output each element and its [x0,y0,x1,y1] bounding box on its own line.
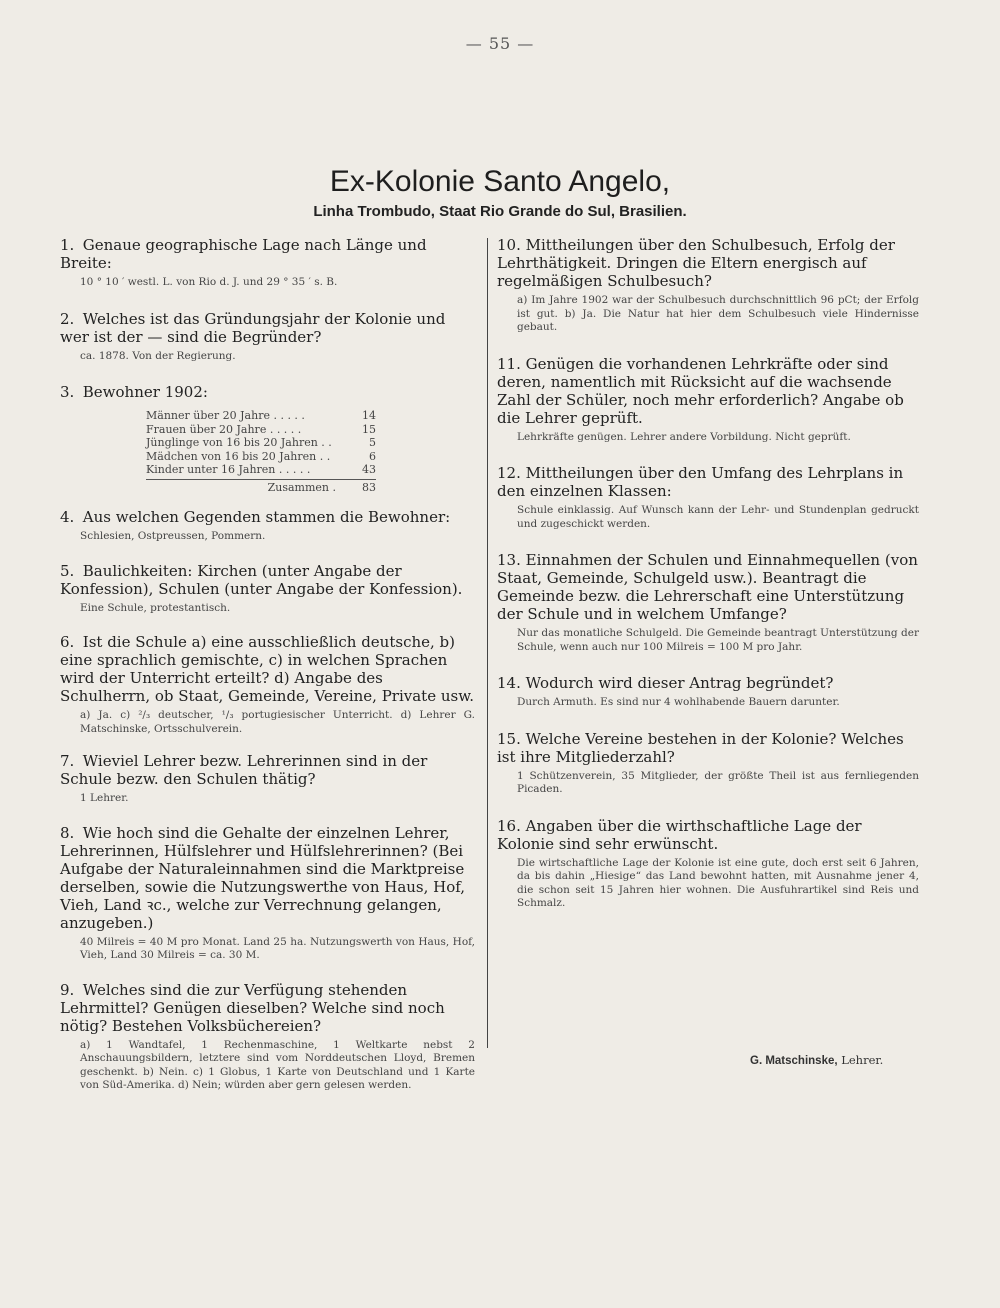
question-5 [60,562,475,616]
answer-text: 1 Lehrer. [80,792,129,804]
signature-role: Lehrer. [841,1053,884,1067]
question-number: 9. [60,980,75,999]
question-1 [60,236,475,290]
question-number: 2. [60,309,75,328]
question-text: Welche Vereine bestehen in der Kolonie? Welches ist ihre Mitgliederzahl? [497,729,904,766]
question-number: 13. [497,551,521,569]
answer-text: Die wirtschaftliche Lage der Kolonie ist eine gute, doch erst seit 6 Jahren, da bis dahin „Hiesige“ das Land bewohnt hatten, mit Ausnahme jener 4, die schon seit 15 Jahren hier wohnen. Die Ausfuhrartikel sind Reis und Schmalz. [517,856,919,909]
answer-text: a) Im Jahre 1902 war der Schulbesuch durchschnittlich 96 pCt; der Erfolg ist gut. b) Ja. Die Natur hat hier dem Schulbesuch viele Hindernisse gebaut. [517,294,919,333]
question-13 [497,551,919,654]
question-number: 12. [497,464,521,482]
population-table [146,409,376,494]
answer-text: 10 ° 10 ′ westl. L. von Rio d. J. und 29 ° 35 ′ s. B. [80,276,338,288]
population-total: Zusammen . 83 [146,479,376,495]
question-text: Welches sind die zur Verfügung stehenden Lehrmittel? Genügen dieselben? Welche sind noch nötig? Bestehen Volksbüchereien? [60,980,445,1035]
answer-text: Schlesien, Ostpreussen, Pommern. [80,530,266,542]
answer-text: ca. 1878. Von der Regierung. [80,349,236,362]
question-number: 8. [60,823,75,842]
question-number: 5. [60,561,75,580]
left-column [60,236,475,1093]
question-number: 3. [60,383,75,401]
question-text: Wieviel Lehrer bezw. Lehrerinnen sind in der Schule bezw. den Schulen thätig? [60,752,428,788]
question-2 [60,310,475,364]
question-number: 11. [497,354,521,373]
answer-text: a) 1 Wandtafel, 1 Rechenmaschine, 1 Weltkarte nebst 2 Anschauungsbildern, letztere sind vom Norddeutschen Lloyd, Bremen geschenkt. b) Nein. c) 1 Globus, 1 Karte von Deutschland und 1 Karte von Süd-Amerika. d) Nein; würden aber gern gelesen werden. [80,1038,475,1091]
question-3 [60,383,475,494]
question-text: Genaue geographische Lage nach Länge und Breite: [60,236,427,272]
question-number: 16. [497,816,521,835]
answer-text: Nur das monatliche Schulgeld. Die Gemeinde beantragt Unterstützung der Schule, wenn auch nur 100 Milreis = 100 M pro Jahr. [517,627,919,653]
document-title: Ex-Kolonie Santo Angelo, [329,165,671,198]
question-text: Angaben über die wirthschaftliche Lage der Kolonie sind sehr erwünscht. [497,816,862,853]
question-number: 7. [60,752,75,770]
right-column [497,236,919,911]
question-number: 15. [497,729,521,748]
answer-text: Durch Armuth. Es sind nur 4 wohlhabende Bauern darunter. [517,696,840,708]
question-text: Genügen die vorhandenen Lehrkräfte oder sind deren, namentlich mit Rücksicht auf die wachsende Zahl der Schüler, noch mehr erforderlich? Angabe ob die Lehrer geprüft. [497,354,904,427]
signature [750,1053,883,1067]
population-row: Männer über 20 Jahre . . . . . 14 [146,409,376,422]
question-text: Mittheilungen über den Schulbesuch, Erfolg der Lehrthätigkeit. Dringen die Eltern energisch auf regelmäßigen Schulbesuch? [497,236,895,290]
question-15 [497,730,919,797]
answer-text: Schule einklassig. Auf Wunsch kann der Lehr- und Stundenplan gedruckt und zugeschickt werden. [517,504,919,530]
question-16 [497,817,919,911]
question-4 [60,508,475,544]
population-row: Frauen über 20 Jahre . . . . . 15 [146,422,376,436]
question-number: 10. [497,236,521,254]
question-number: 14. [497,674,521,692]
question-number: 6. [60,633,75,651]
question-7 [60,752,475,806]
page-number: — 55 — [465,34,535,53]
answer-text: 1 Schützenverein, 35 Mitglieder, der größte Theil ist aus fernliegenden Picaden. [517,769,919,795]
population-row: Kinder unter 16 Jahren . . . . . 43 [146,463,376,476]
question-text: Ist die Schule a) eine ausschließlich deutsche, b) eine sprachlich gemischte, c) in welchen Sprachen wird der Unterricht erteilt? d) Angabe des Schulherrn, ob Staat, Gemeinde, Vereine, Private usw. [60,633,475,705]
population-row: Mädchen von 16 bis 20 Jahren . . 6 [146,449,376,463]
question-number: 4. [60,508,75,526]
question-text: Welches ist das Gründungsjahr der Kolonie und wer ist der — sind die Begründer? [60,309,446,346]
signature-name: G. Matschinske, [750,1055,838,1067]
question-text: Wodurch wird dieser Antrag begründet? [525,674,834,692]
question-text: Bewohner 1902: [82,383,208,401]
question-12 [497,464,919,531]
question-number: 1. [60,236,75,254]
question-10 [497,236,919,335]
question-text: Mittheilungen über den Umfang des Lehrplans in den einzelnen Klassen: [497,464,904,500]
question-9 [60,981,475,1093]
population-row: Jünglinge von 16 bis 20 Jahren . . 5 [146,436,376,449]
question-8 [60,824,475,963]
question-text: Baulichkeiten: Kirchen (unter Angabe der Konfession), Schulen (unter Angabe der Konfession). [60,561,463,598]
column-divider [487,238,488,1048]
question-text: Aus welchen Gegenden stammen die Bewohner: [82,508,451,526]
answer-text: Eine Schule, protestantisch. [80,601,231,614]
document-subtitle: Linha Trombudo, Staat Rio Grande do Sul, Brasilien. [313,203,687,220]
question-11 [497,355,919,445]
question-text: Wie hoch sind die Gehalte der einzelnen Lehrer, Lehrerinnen, Hülfslehrer und Hülfslehrerinnen? (Bei Aufgabe der Naturaleinnahmen sind die Marktpreise derselben, sowie die Nutzungswerthe von Haus, Hof, Vieh, Land ꝛc., welche zur Verrechnung gelangen, anzugeben.) [60,823,466,932]
answer-text: Lehrkräfte genügen. Lehrer andere Vorbildung. Nicht geprüft. [517,430,851,443]
answer-text: a) Ja. c) ²/₃ deutscher, ¹/₃ portugiesischer Unterricht. d) Lehrer G. Matschinske, Ortsschulverein. [80,709,475,735]
answer-text: 40 Milreis = 40 M pro Monat. Land 25 ha. Nutzungswerth von Haus, Hof, Vieh, Land 30 Milreis = ca. 30 M. [80,935,475,961]
question-text: Einnahmen der Schulen und Einnahmequellen (von Staat, Gemeinde, Schulgeld usw.). Beantragt die Gemeinde bezw. die Lehrerschaft eine Unterstützung der Schule und in welchem Umfange? [497,551,918,623]
question-14 [497,674,919,710]
question-6 [60,633,475,736]
